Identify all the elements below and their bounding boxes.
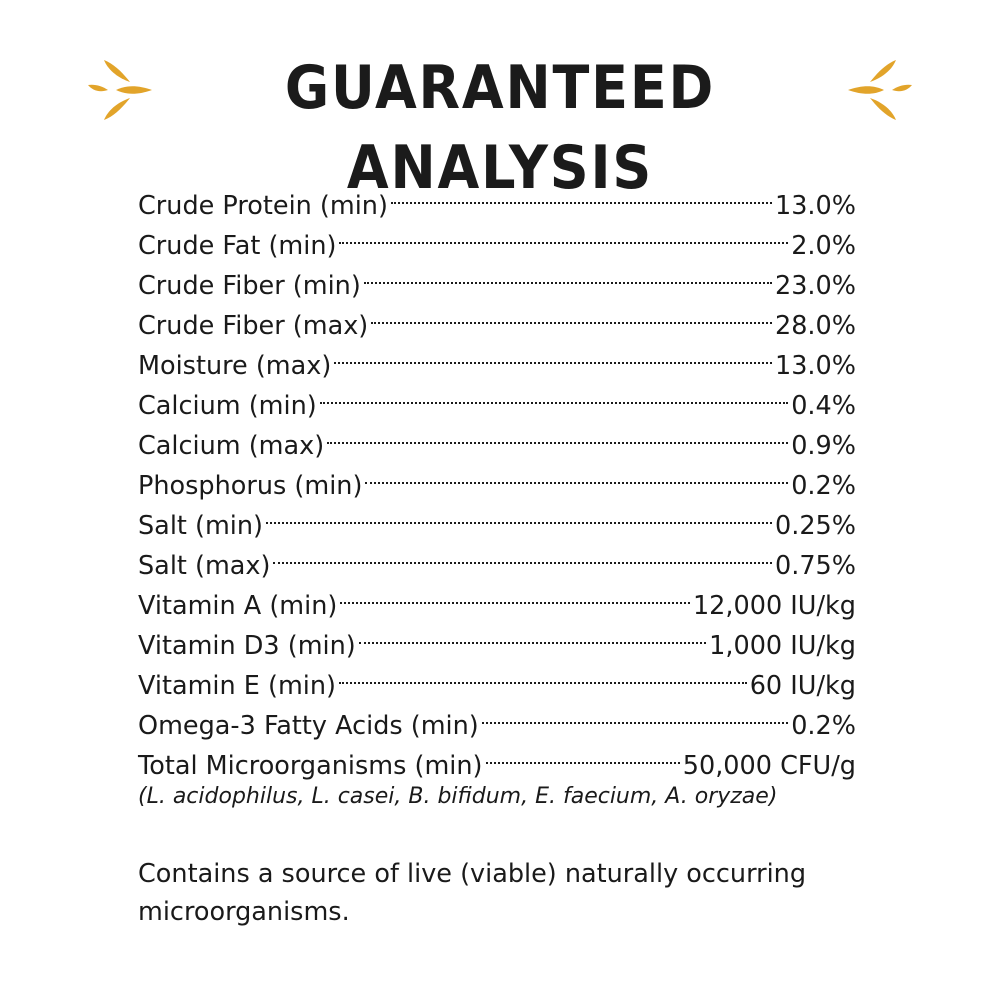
nutrient-value: 60 IU/kg [749, 671, 856, 701]
nutrient-value: 13.0% [774, 191, 856, 221]
dot-leader [273, 534, 772, 574]
nutrient-label: Moisture (max) [138, 351, 332, 381]
nutrient-label: Calcium (min) [138, 391, 317, 421]
nutrient-value: 0.75% [774, 551, 856, 581]
nutrient-label: Total Microorganisms (min) [138, 751, 483, 781]
nutrient-value: 2.0% [791, 231, 856, 261]
nutrient-value: 28.0% [774, 311, 856, 341]
dot-leader [482, 694, 788, 734]
analysis-list [138, 174, 856, 781]
dot-leader [371, 294, 772, 334]
live-culture-statement: Contains a source of live (viable) naturally occurring microorganisms. [138, 859, 807, 927]
nutrient-label: Phosphorus (min) [138, 471, 363, 501]
nutrient-value: 13.0% [774, 351, 856, 381]
nutrient-label: Vitamin D3 (min) [138, 631, 356, 661]
nutrient-value: 0.9% [791, 431, 856, 461]
dot-leader [339, 214, 788, 254]
nutrient-label: Salt (min) [138, 511, 263, 541]
nutrient-label: Crude Fiber (min) [138, 271, 361, 301]
dot-leader [327, 414, 788, 454]
nutrient-value: 50,000 CFU/g [682, 751, 856, 781]
leaf-sprig-icon [844, 52, 914, 128]
nutrient-value: 0.4% [791, 391, 856, 421]
dot-leader [486, 734, 680, 774]
leaf-sprig-icon [86, 52, 156, 128]
nutrient-label: Calcium (max) [138, 431, 325, 461]
nutrient-value: 0.2% [791, 711, 856, 741]
nutrient-label: Crude Fat (min) [138, 231, 337, 261]
dot-leader [391, 174, 772, 214]
dot-leader [359, 614, 706, 654]
nutrient-value: 0.2% [791, 471, 856, 501]
nutrient-label: Vitamin A (min) [138, 591, 338, 621]
header [0, 38, 1000, 203]
nutrient-value: 23.0% [774, 271, 856, 301]
page-title: GUARANTEED ANALYSIS [284, 53, 716, 203]
dot-leader [320, 374, 788, 414]
nutrient-label: Crude Protein (min) [138, 191, 388, 221]
nutrient-value: 0.25% [774, 511, 856, 541]
dot-leader [365, 454, 788, 494]
nutrient-value: 12,000 IU/kg [692, 591, 856, 621]
nutrient-label: Vitamin E (min) [138, 671, 336, 701]
nutrient-label: Salt (max) [138, 551, 271, 581]
nutrient-label: Crude Fiber (max) [138, 311, 369, 341]
dot-leader [340, 574, 690, 614]
dot-leader [364, 254, 772, 294]
dot-leader [339, 654, 747, 694]
dot-leader [334, 334, 772, 374]
nutrient-label: Omega-3 Fatty Acids (min) [138, 711, 479, 741]
organisms-note: (L. acidophilus, L. casei, B. bifidum, E. faecium, A. oryzae) [138, 784, 778, 809]
dot-leader [266, 494, 772, 534]
nutrient-value: 1,000 IU/kg [709, 631, 856, 661]
analysis-row [138, 174, 856, 221]
